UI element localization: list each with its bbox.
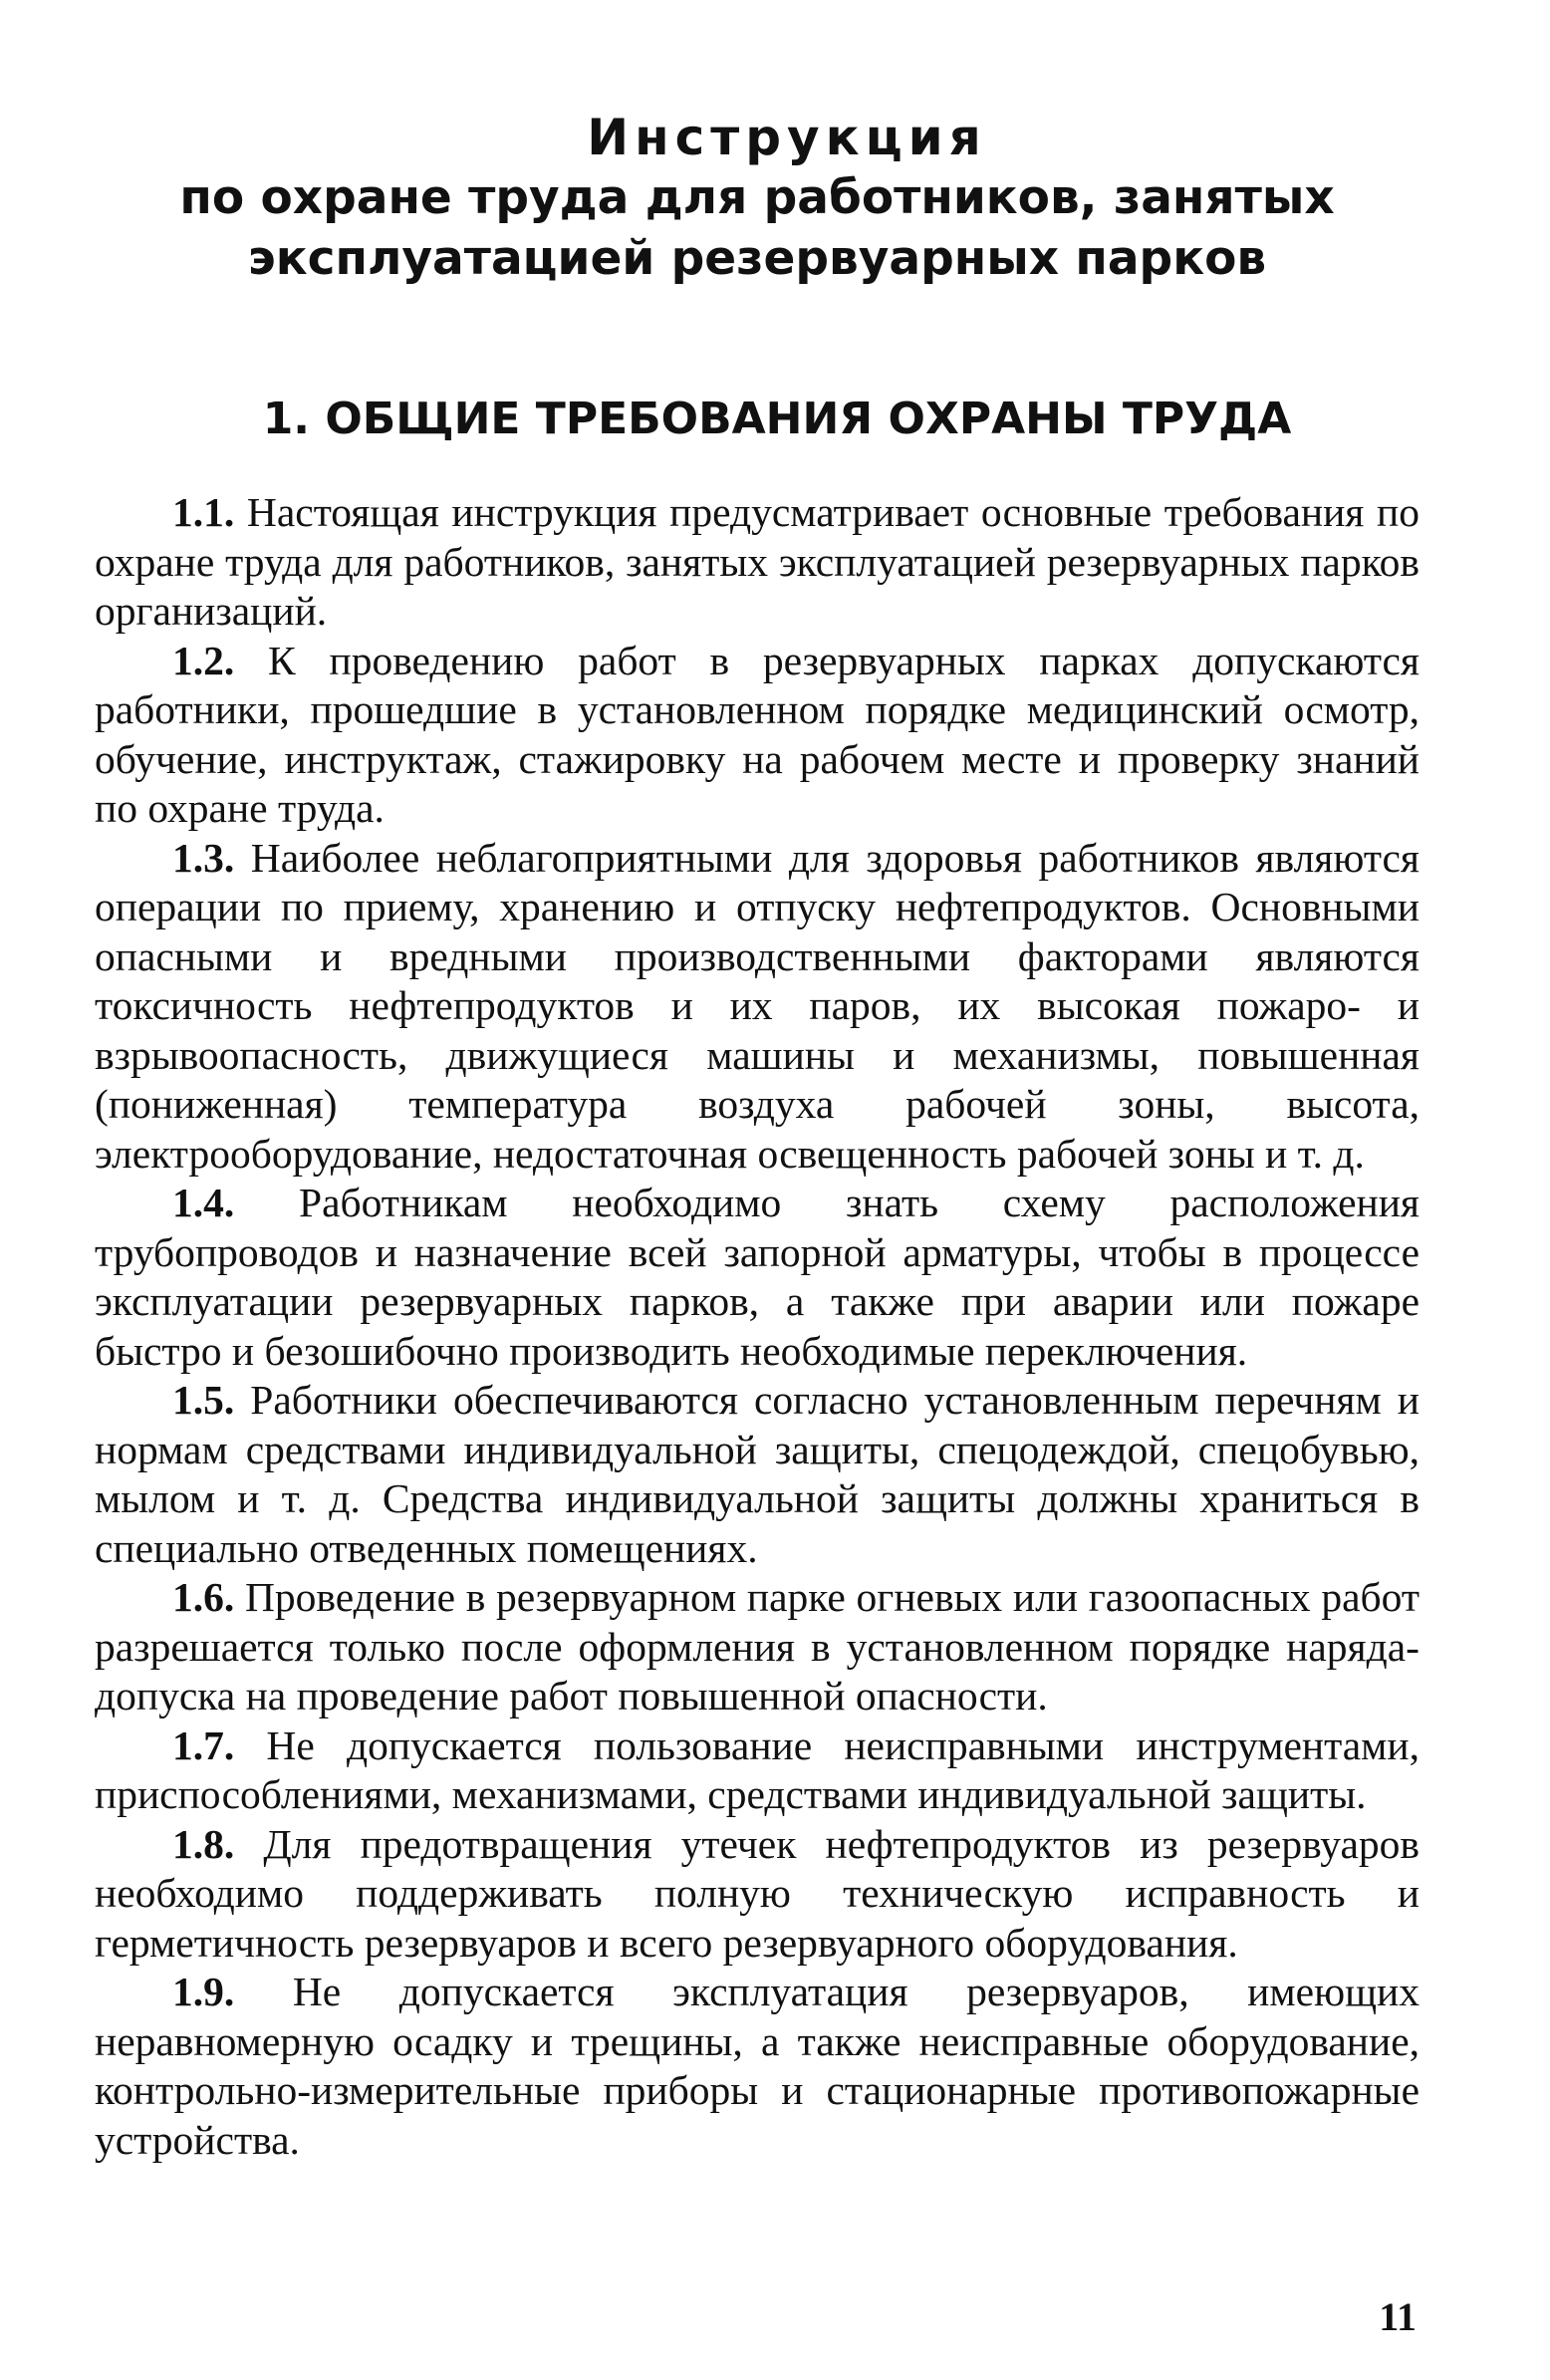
- document-page: [95, 108, 1420, 2165]
- paragraph-1-4: [95, 1179, 1420, 1376]
- paragraph-1-7: [95, 1721, 1420, 1820]
- paragraph-1-6: [95, 1573, 1420, 1721]
- paragraph-number: 1.9.: [172, 1969, 235, 2014]
- paragraph-list: [95, 488, 1420, 2165]
- paragraph-text: Настоящая инструкция предусматривает основные требования по охране труда для работников, занятых эксплуатацией резервуарных парков организаций.: [95, 489, 1420, 634]
- document-subtitle-line-1: по охране труда для работников, занятых: [179, 170, 1335, 225]
- paragraph-number: 1.3.: [172, 834, 235, 881]
- paragraph-number: 1.7.: [172, 1721, 235, 1768]
- paragraph-text: К проведению работ в резервуарных парках допускаются работники, прошедшие в установленном порядке медицинский осмотр, обучение, инструктаж, стажировку на рабочем месте и проверку знаний по охране труда.: [95, 637, 1420, 831]
- paragraph-text: Проведение в резервуарном парке огневых или газоопасных работ разрешается только после оформления в установленном порядке наряда-допуска на проведение работ повышенной опасности.: [95, 1574, 1420, 1719]
- paragraph-text: Для предотвращения утечек нефтепродуктов из резервуаров необходимо поддерживать полную техническую исправность и герметичность резервуаров и всего резервуарного оборудования.: [95, 1820, 1420, 1966]
- paragraph-number: 1.6.: [172, 1574, 235, 1620]
- paragraph-text: Не допускается эксплуатация резервуаров, имеющих неравномерную осадку и трещины, а также неисправные оборудование, контрольно-измерительные приборы и стационарные противопожарные устройства.: [95, 1969, 1420, 2163]
- document-title: Инструкция: [587, 109, 987, 166]
- paragraph-text: Не допускается пользование неисправными инструментами, приспособлениями, механизмами, средствами индивидуальной защиты.: [95, 1721, 1420, 1817]
- paragraph-number: 1.4.: [172, 1180, 235, 1225]
- paragraph-number: 1.8.: [172, 1820, 235, 1867]
- document-subtitle-line-2: эксплуатацией резервуарных парков: [247, 231, 1267, 286]
- paragraph-text: Наиболее неблагоприятными для здоровья работников являются операции по приему, хранению и отпуску нефтепродуктов. Основными опасными и вредными производственными факторами являются токсичность нефтепродуктов и их паров, их высокая пожаро- и взрывоопасность, движущиеся машины и механизмы, повышенная (пониженная) температура воздуха рабочей зоны, высота, электрооборудование, недостаточная освещенность рабочей зоны и т. д.: [95, 834, 1420, 1177]
- paragraph-1-5: [95, 1376, 1420, 1573]
- paragraph-1-2: [95, 637, 1420, 834]
- section-heading: 1. ОБЩИЕ ТРЕБОВАНИЯ ОХРАНЫ ТРУДА: [262, 394, 1292, 444]
- paragraph-1-1: [95, 488, 1420, 637]
- paragraph-1-8: [95, 1820, 1420, 1969]
- page-number: 11: [1379, 2294, 1417, 2339]
- paragraph-number: 1.2.: [172, 637, 235, 683]
- paragraph-text: Работники обеспечиваются согласно установленным перечням и нормам средствами индивидуальной защиты, спецодеждой, спецобувью, мылом и т. д. Средства индивидуальной защиты должны храниться в специально отведенных помещениях.: [95, 1377, 1420, 1571]
- paragraph-number: 1.5.: [172, 1377, 235, 1423]
- document-title-block: [95, 108, 1420, 289]
- paragraph-number: 1.1.: [172, 489, 235, 535]
- paragraph-text: Работникам необходимо знать схему расположения трубопроводов и назначение всей запорной арматуры, чтобы в процессе эксплуатации резервуарных парков, а также при аварии или пожаре быстро и безошибочно производить необходимые переключения.: [95, 1180, 1420, 1374]
- paragraph-1-3: [95, 834, 1420, 1180]
- paragraph-1-9: [95, 1968, 1420, 2165]
